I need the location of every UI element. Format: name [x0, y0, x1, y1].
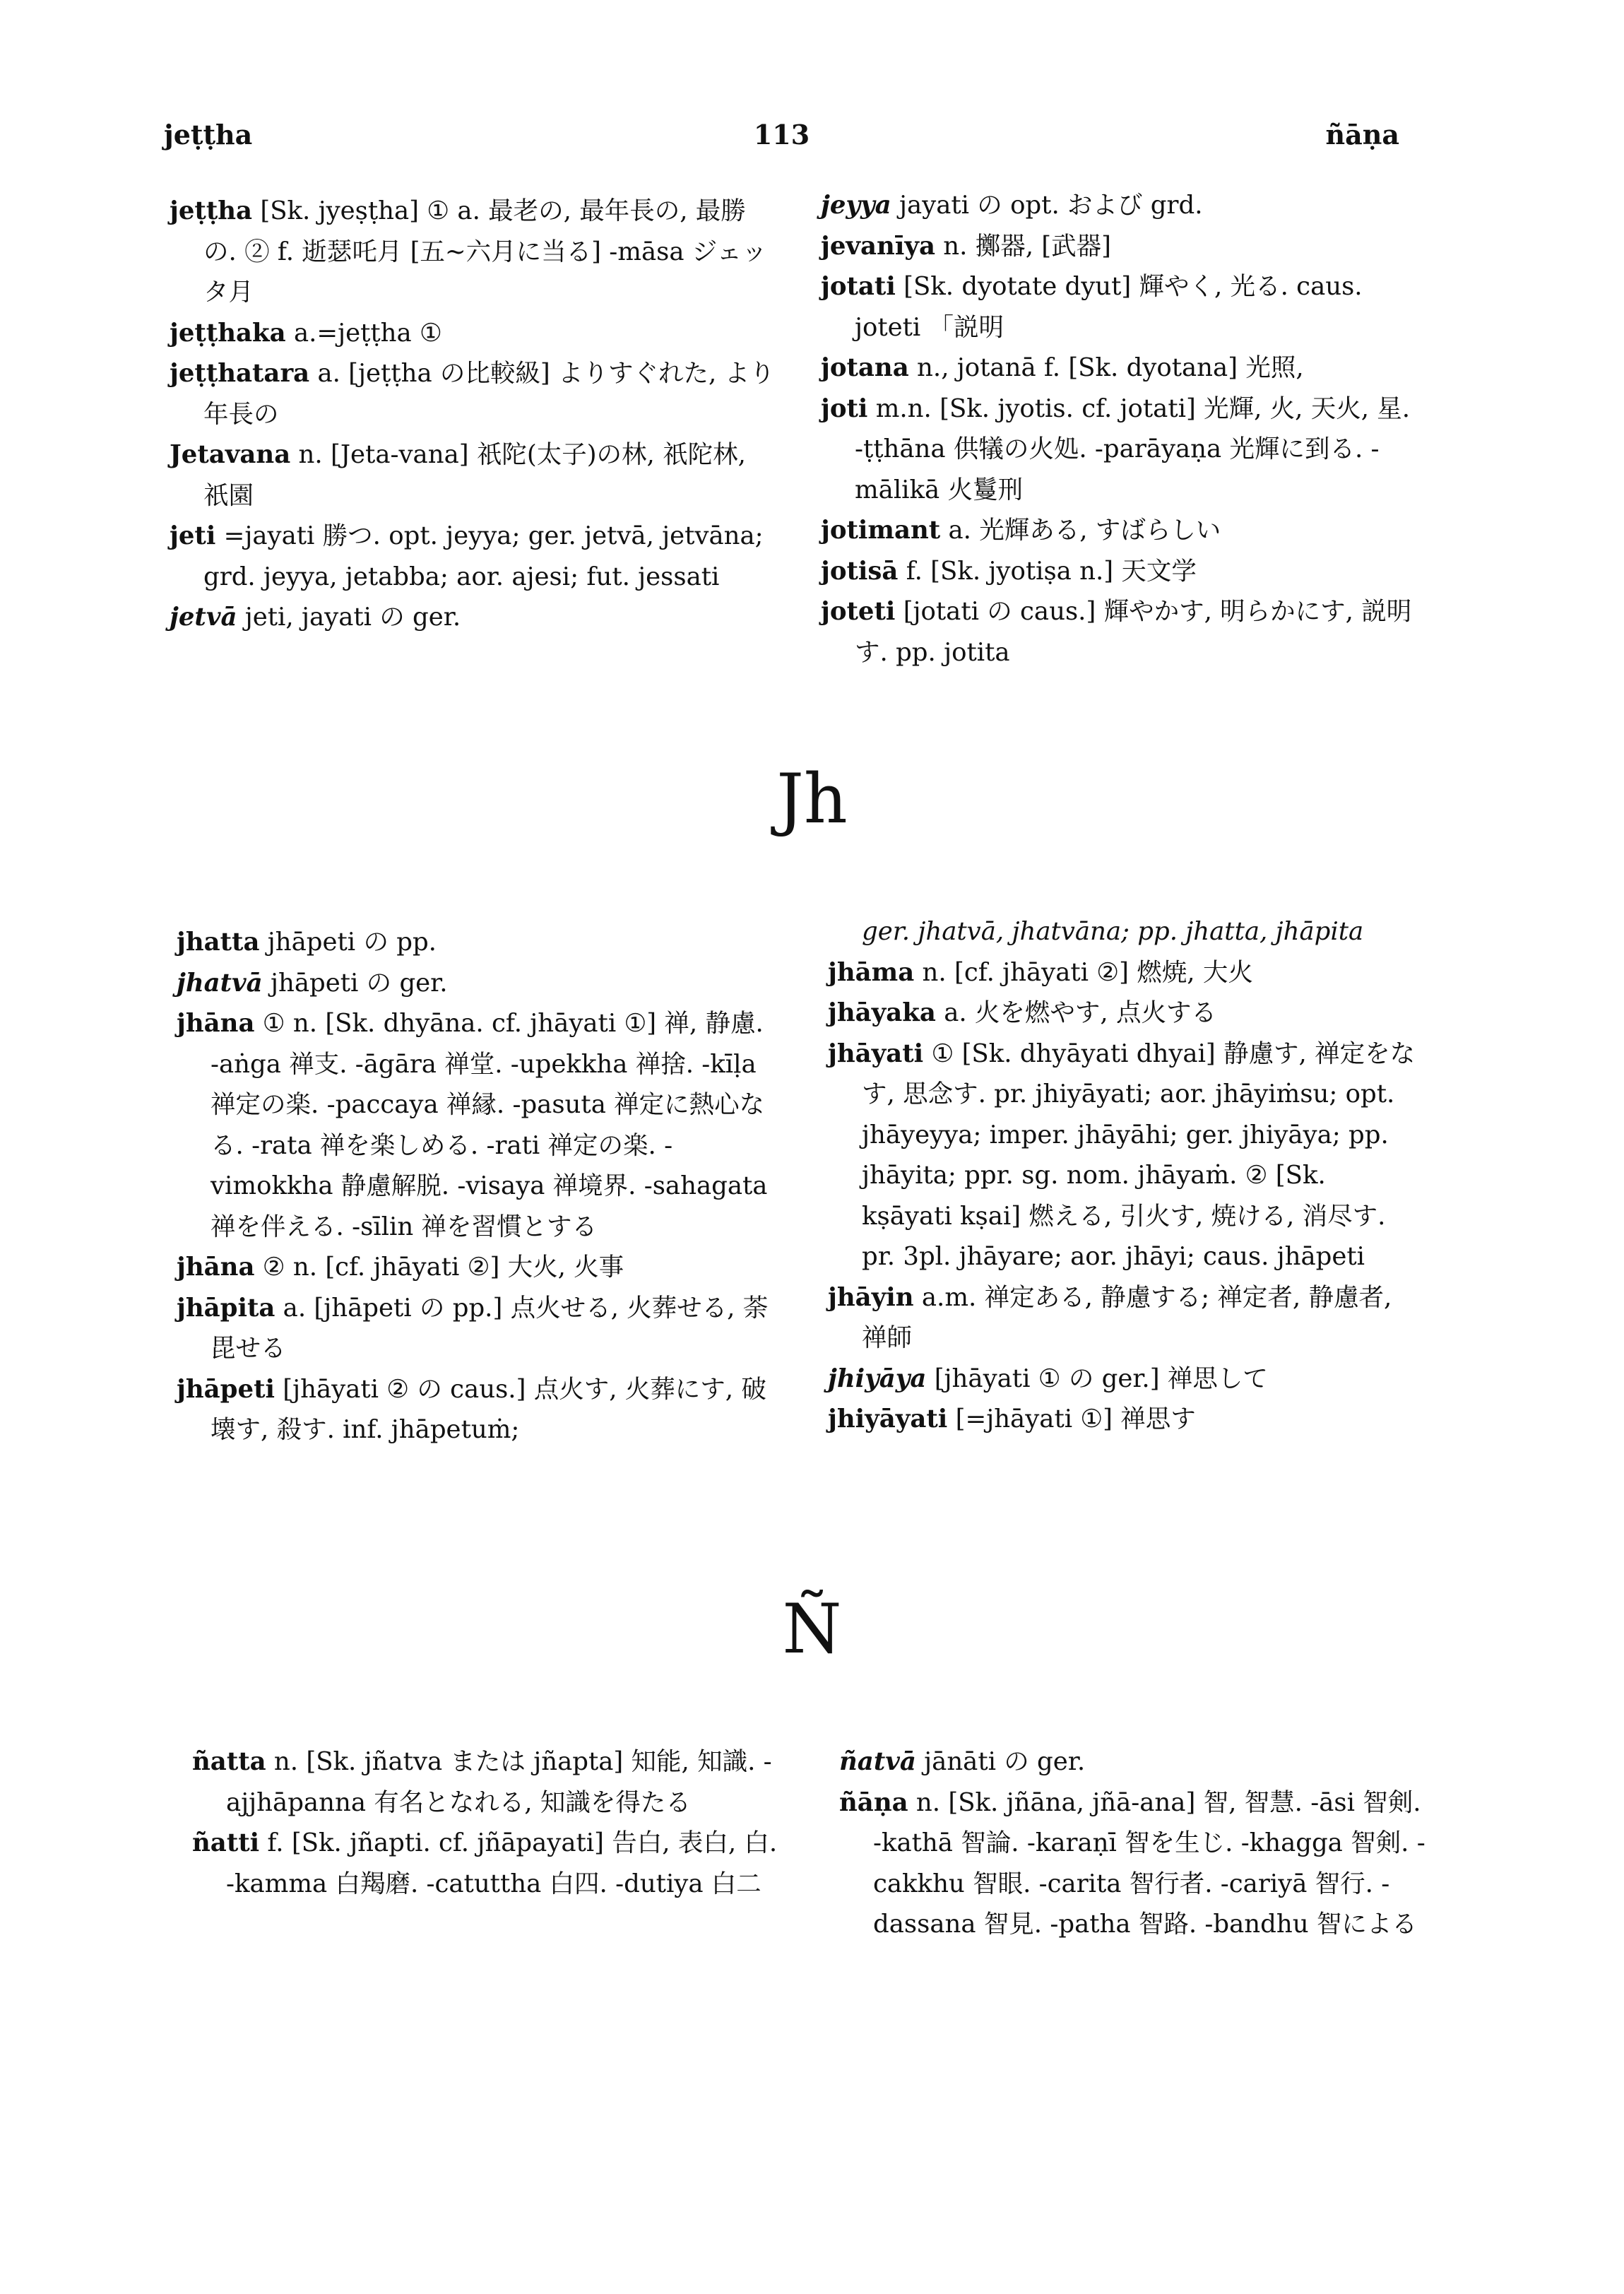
dictionary-entry — [170, 191, 777, 313]
definition: jayati の opt. および grd. — [899, 191, 1203, 220]
headword: jotisā — [821, 556, 899, 586]
headword: jeti — [170, 521, 216, 550]
section-heading-n: Ñ — [782, 1590, 842, 1669]
headword: jeṭṭhaka — [170, 318, 286, 348]
continued-text: ger. jhatvā, jhatvāna; pp. jhatta, jhāpita — [862, 917, 1364, 946]
dictionary-entry — [177, 922, 777, 963]
dictionary-entry — [177, 963, 777, 1004]
headword: jhatta — [177, 928, 260, 957]
dictionary-entry — [821, 348, 1421, 389]
definition: a. [jhāpeti の pp.] 点火せる, 火葬せる, 荼毘せる — [211, 1293, 769, 1363]
definition: n. [cf. jhāyati ②] 燃焼, 大火 — [922, 957, 1253, 987]
dictionary-entry — [821, 591, 1421, 673]
definition: n. [Sk. jñatva または jñapta] 知能, 知識. -ajjhāpanna 有名となれる, 知識を得たる — [226, 1747, 772, 1817]
dictionary-entry — [192, 1823, 778, 1904]
dictionary-entry — [170, 434, 777, 516]
dictionary-entry — [828, 1277, 1421, 1359]
dictionary-entry — [177, 1247, 777, 1288]
definition: ① [Sk. dhyāyati dhyai] 静慮す, 禅定をなす, 思念す. pr. jhiyāyati; aor. jhāyiṁsu; opt. jhāyeyya; imper. jhāyāhi; ger. jhiyāya; pp. jhāyita; ppr. sg. nom. jhāyaṁ. ② [Sk. kṣāyati kṣai] 燃える, 引火す, 焼ける, 消尽す. pr. 3pl. jhāyare; aor. jhāyi; caus. jhāpeti — [862, 1039, 1416, 1271]
headword: joti — [821, 394, 868, 423]
definition: a. [jeṭṭha の比較級] よりすぐれた, より年長の — [203, 359, 775, 429]
dictionary-entry — [170, 597, 777, 638]
j-left-column — [170, 191, 777, 638]
definition: jhāpeti の ger. — [270, 968, 448, 998]
dictionary-entry — [828, 993, 1421, 1034]
dictionary-entry — [170, 313, 777, 354]
headword: Jetavana — [170, 440, 291, 469]
headword: jetvā — [170, 603, 237, 632]
headword: joteti — [821, 597, 896, 626]
definition: [jhāyati ② の caus.] 点火す, 火葬にす, 破壊す, 殺す. inf. jhāpetuṁ; — [211, 1374, 766, 1444]
headword: jevanīya — [821, 231, 935, 261]
dictionary-entry — [828, 952, 1421, 993]
dictionary-entry — [821, 551, 1421, 592]
headword: jhāpita — [177, 1293, 275, 1323]
definition: n. [Sk. jñāna, jñā-ana] 智, 智慧. -āsi 智剣. -kathā 智論. -karaṇī 智を生じ. -khagga 智剣. -cakkhu 智眼. -carita 智行者. -cariyā 智行. -dassana 智見. -patha 智路. -bandhu 智による — [873, 1787, 1426, 1939]
headword: jotimant — [821, 516, 941, 545]
dictionary-entry — [821, 266, 1421, 348]
headword: jeṭṭhatara — [170, 359, 310, 388]
dictionary-entry — [177, 1369, 777, 1450]
definition: a. 火を燃やす, 点火する — [944, 998, 1216, 1027]
definition: n., jotanā f. [Sk. dyotana] 光照, — [917, 353, 1304, 382]
section-heading-jh: Jh — [776, 759, 848, 839]
page-number: 113 — [753, 119, 810, 150]
dictionary-entry — [828, 1359, 1421, 1400]
dictionary-entry — [821, 389, 1421, 511]
headword: ñatti — [192, 1828, 260, 1857]
dictionary-entry — [821, 185, 1421, 226]
headword: jotana — [821, 353, 909, 382]
headword: ñāṇa — [839, 1787, 908, 1817]
headword: jhiyāyati — [828, 1405, 948, 1433]
headword: jhāyati — [828, 1039, 924, 1068]
definition: a.m. 禅定ある, 静慮する; 禅定者, 静慮者, 禅師 — [862, 1282, 1392, 1352]
dictionary-entry — [170, 353, 777, 434]
headword: jhāpeti — [177, 1374, 275, 1404]
dictionary-entry — [177, 1003, 777, 1247]
definition: jhāpeti の pp. — [267, 928, 437, 957]
j-right-column — [821, 185, 1421, 673]
headword: jhāyin — [828, 1282, 914, 1312]
definition: m.n. [Sk. jyotis. cf. jotati] 光輝, 火, 天火, 星. -ṭṭhāna 供犠の火処. -parāyaṇa 光輝に到る. -mālikā 火鬘刑 — [855, 394, 1411, 504]
jh-right-column — [828, 911, 1421, 1440]
definition: n. 擲器, [武器] — [943, 231, 1111, 261]
dictionary-entry — [828, 1399, 1421, 1440]
dictionary-entry — [821, 510, 1421, 551]
dictionary-entry — [821, 226, 1421, 267]
definition: jeti, jayati の ger. — [244, 603, 461, 632]
definition: [Sk. jyeṣṭha] ① a. 最老の, 最年長の, 最勝の. ② f. 逝瑟吒月 [五~六月に当る] -māsa ジェッタ月 — [203, 196, 767, 307]
dictionary-entry — [192, 1742, 778, 1823]
dictionary-entry — [170, 516, 777, 597]
definition: =jayati 勝つ. opt. jeyya; ger. jetvā, jetvāna; grd. jeyya, jetabba; aor. ajesi; fut. jessati — [203, 521, 764, 591]
headword: jhāna — [177, 1253, 255, 1282]
page-header — [164, 119, 1399, 161]
headword: ñatta — [192, 1747, 266, 1776]
running-head-right: ñāṇa — [1325, 119, 1399, 150]
definition: a. 光輝ある, すばらしい — [948, 516, 1221, 545]
headword: jotati — [821, 272, 896, 301]
headword: jhiyāya — [828, 1364, 927, 1393]
definition: ② n. [cf. jhāyati ②] 大火, 火事 — [262, 1253, 624, 1282]
headword: jhāyaka — [828, 998, 936, 1027]
definition: f. [Sk. jyotiṣa n.] 天文学 — [906, 556, 1197, 586]
headword: ñatvā — [839, 1747, 916, 1776]
definition: n. [Jeta-vana] 祇陀(太子)の林, 祇陀林, 祇園 — [203, 440, 746, 510]
headword: jhatvā — [177, 968, 263, 998]
running-head-left: jeṭṭha — [164, 119, 253, 150]
jh-left-column — [177, 922, 777, 1450]
definition: [jhāyati ① の ger.] 禅思して — [934, 1364, 1268, 1393]
dictionary-entry — [828, 1034, 1421, 1277]
headword: jhāna — [177, 1009, 255, 1038]
n-right-column — [839, 1742, 1426, 1945]
definition: ① n. [Sk. dhyāna. cf. jhāyati ①] 禅, 静慮. -aṅga 禅支. -āgāra 禅堂. -upekkha 禅捨. -kīḷa 禅定の楽. -paccaya 禅縁. -pasuta 禅定に熱心なる. -rata 禅を楽しめる. -rati 禅定の楽. -vimokkha 静慮解脱. -visaya 禅境界. -sahagata 禅を伴える. -sīlin 禅を習慣とする — [211, 1009, 768, 1241]
n-left-column — [192, 1742, 778, 1904]
dictionary-entry — [839, 1782, 1426, 1945]
definition: f. [Sk. jñapti. cf. jñāpayati] 告白, 表白, 白. -kamma 白羯磨. -catuttha 白四. -dutiya 白二 — [226, 1828, 778, 1898]
dictionary-entry — [177, 1288, 777, 1369]
headword: jeyya — [821, 191, 891, 220]
headword: jhāma — [828, 957, 915, 987]
definition: [=jhāyati ①] 禅思す — [955, 1405, 1196, 1433]
dictionary-entry — [839, 1742, 1426, 1782]
definition: [jotati の caus.] 輝やかす, 明らかにす, 説明す. pp. jotita — [855, 597, 1412, 667]
headword: jeṭṭha — [170, 196, 253, 225]
definition: [Sk. dyotate dyut] 輝やく, 光る. caus. joteti 「説明 — [855, 272, 1363, 342]
definition: a.=jeṭṭha ① — [293, 318, 442, 348]
definition: jānāti の ger. — [924, 1747, 1086, 1776]
